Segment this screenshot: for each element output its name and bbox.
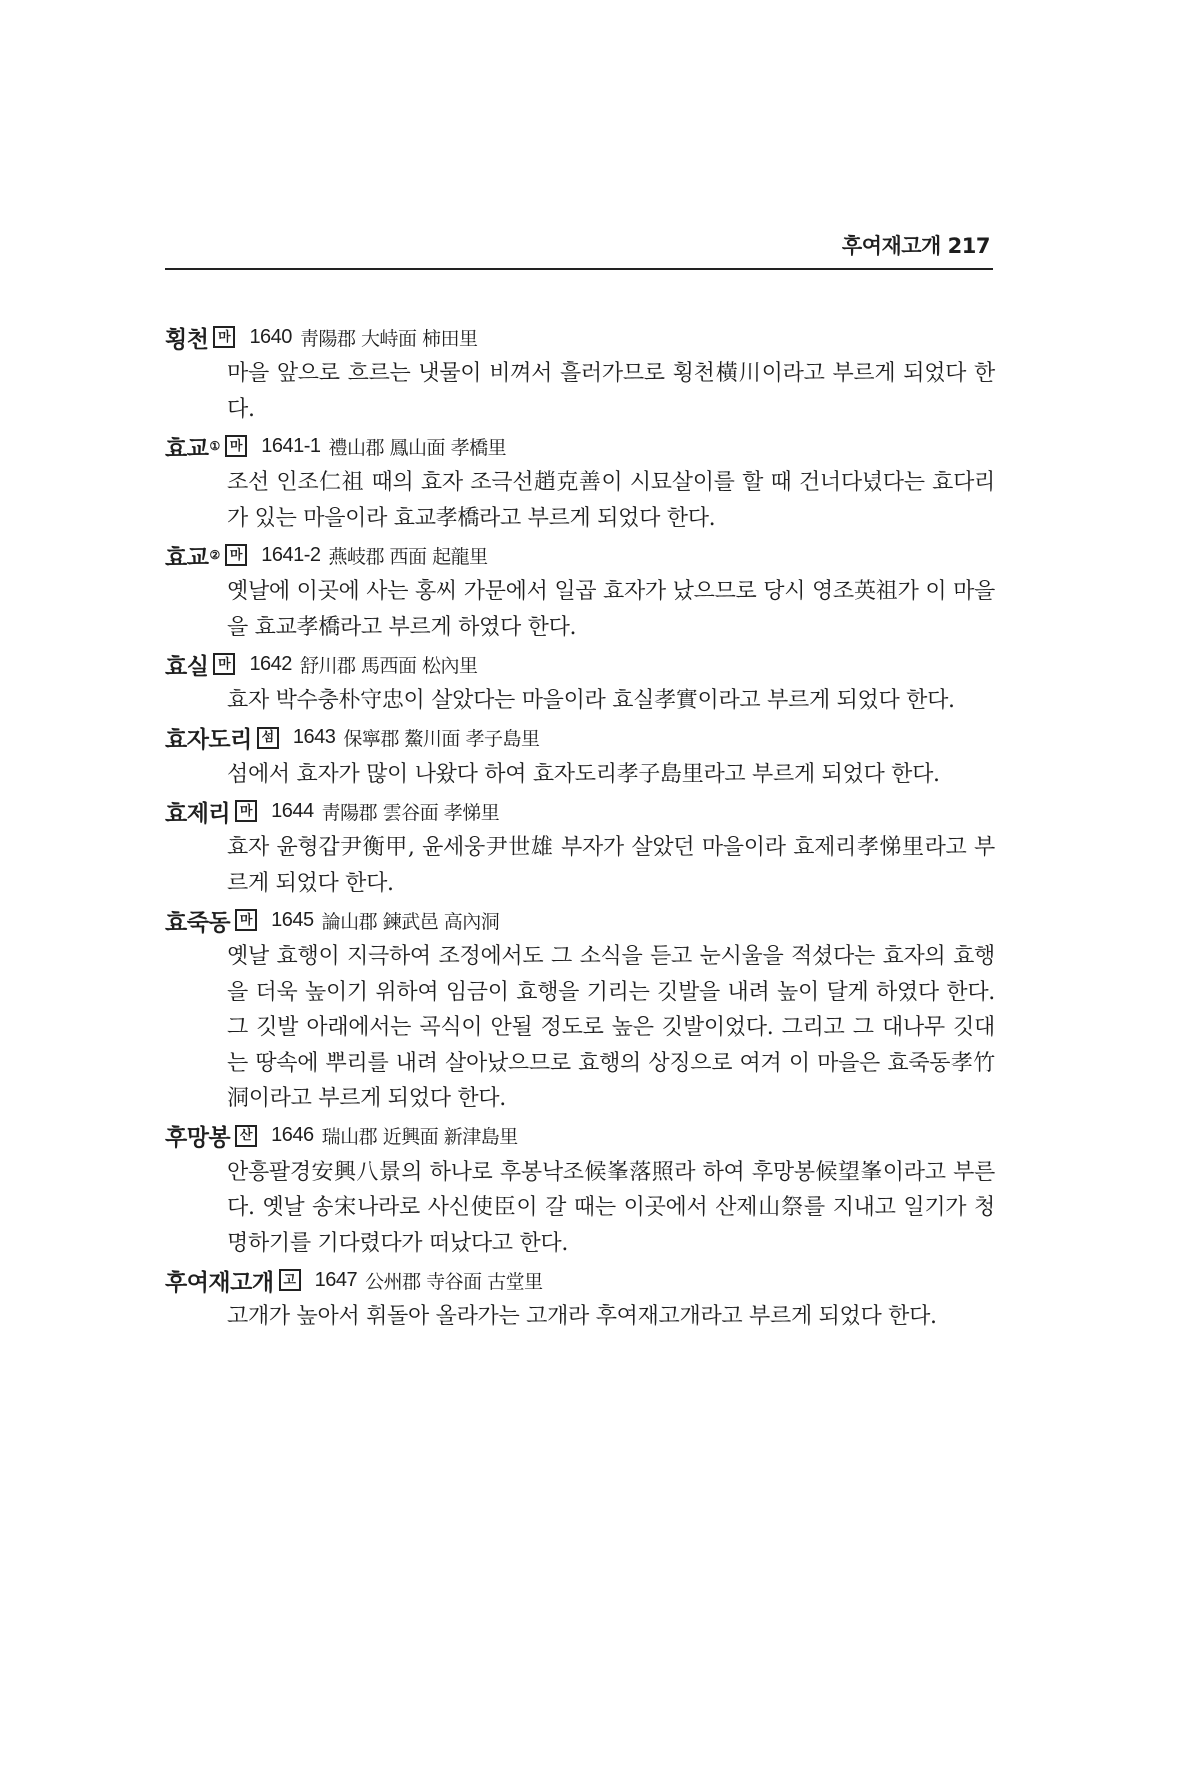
headword-index: ② bbox=[209, 548, 221, 562]
category-badge: 마 bbox=[235, 909, 257, 931]
headword: 효죽동 bbox=[165, 908, 231, 936]
header-rule bbox=[165, 268, 993, 270]
headword: 횡천 bbox=[165, 325, 209, 353]
running-header bbox=[165, 230, 990, 260]
entry-number: 1641-2 bbox=[261, 543, 321, 566]
headword: 효자도리 bbox=[165, 726, 252, 753]
entry-location: 靑陽郡 大峙面 柿田里 bbox=[299, 327, 478, 350]
category-badge: 마 bbox=[225, 435, 247, 457]
entry-heading bbox=[165, 901, 995, 939]
entry bbox=[165, 1117, 995, 1262]
entry-location: 舒川郡 馬西面 松內里 bbox=[299, 654, 478, 677]
entry-text: 마을 앞으로 흐르는 냇물이 비껴서 흘러가므로 횡천橫川이라고 부르게 되었다 한다. bbox=[227, 361, 995, 422]
entry-number: 1643 bbox=[292, 726, 336, 748]
entry bbox=[165, 536, 995, 645]
entry-text: 옛날 효행이 지극하여 조정에서도 그 소식을 듣고 눈시울을 적셨다는 효자의 효행을 더욱 높이기 위하여 임금이 효행을 기리는 깃발을 내려 높이 달게 하였다 한다. 그 깃발 아래에서는 곡식이 안될 정도로 높은 깃발이었다. 그리고 그 대나무 깃대는 땅속에 뿌리를 내려 살아났으므로 효행의 상징으로 여겨 이 마을은 효죽동孝竹洞이라고 부르게 되었다 한다. bbox=[227, 944, 995, 1111]
entry-heading bbox=[165, 645, 995, 683]
entry-number: 1644 bbox=[271, 799, 314, 822]
entry-text: 고개가 높아서 휘돌아 올라가는 고개라 후여재고개라고 부르게 되었다 한다. bbox=[227, 1304, 937, 1329]
entry-number: 1647 bbox=[314, 1268, 358, 1291]
entry-number: 1645 bbox=[271, 908, 314, 931]
category-badge: 고 bbox=[279, 1269, 301, 1291]
entry-location: 論山郡 鍊武邑 高內洞 bbox=[321, 910, 500, 933]
running-title: 후여재고개 bbox=[841, 234, 941, 258]
headword: 효실 bbox=[165, 652, 209, 680]
entry-number: 1641-1 bbox=[261, 434, 321, 457]
category-badge: 섬 bbox=[257, 727, 279, 749]
entry-text: 효자 박수충朴守忠이 살았다는 마을이라 효실孝實이라고 부르게 되었다 한다. bbox=[227, 688, 955, 713]
entry-heading bbox=[165, 318, 995, 356]
entry-heading bbox=[165, 792, 995, 830]
entry bbox=[165, 719, 995, 793]
entry-text: 섬에서 효자가 많이 나왔다 하여 효자도리孝子島里라고 부르게 되었다 한다. bbox=[227, 761, 940, 787]
headword: 효교 bbox=[165, 543, 209, 571]
entry-location: 瑞山郡 近興面 新津島里 bbox=[321, 1126, 518, 1148]
entry-text: 옛날에 이곳에 사는 홍씨 가문에서 일곱 효자가 났으므로 당시 영조英祖가 이 마을을 효교孝橋라고 부르게 하였다 한다. bbox=[227, 579, 995, 640]
entry-heading bbox=[165, 719, 995, 757]
entry-number: 1646 bbox=[271, 1124, 314, 1146]
category-badge: 마 bbox=[225, 544, 247, 566]
entry-location: 公州郡 寺谷面 古堂里 bbox=[365, 1270, 543, 1293]
entry bbox=[165, 1261, 995, 1335]
entry-heading bbox=[165, 1261, 995, 1299]
entry bbox=[165, 318, 995, 427]
headword-index: ① bbox=[209, 439, 221, 453]
entry-heading bbox=[165, 1117, 995, 1155]
entry-number: 1642 bbox=[249, 652, 292, 675]
page-number: 217 bbox=[947, 234, 990, 258]
headword: 후망봉 bbox=[165, 1124, 231, 1151]
entry-location: 禮山郡 鳳山面 孝橋里 bbox=[328, 436, 507, 459]
category-badge: 마 bbox=[213, 326, 235, 348]
category-badge: 마 bbox=[235, 800, 257, 822]
entry-text: 조선 인조仁祖 때의 효자 조극선趙克善이 시묘살이를 할 때 건너다녔다는 효다리가 있는 마을이라 효교孝橋라고 부르게 되었다 한다. bbox=[227, 470, 995, 531]
entry-location: 靑陽郡 雲谷面 孝悌里 bbox=[321, 801, 500, 824]
entry bbox=[165, 792, 995, 901]
entry-location: 保寧郡 鰲川面 孝子島里 bbox=[343, 728, 540, 750]
entry-text: 효자 윤형갑尹衡甲, 윤세웅尹世雄 부자가 살았던 마을이라 효제리孝悌里라고 부르게 되었다 한다. bbox=[227, 835, 995, 896]
entry-list bbox=[165, 318, 995, 1335]
category-badge: 마 bbox=[213, 653, 235, 675]
entry-text: 안흥팔경安興八景의 하나로 후봉낙조候峯落照라 하여 후망봉候望峯이라고 부른다. 옛날 송宋나라로 사신使臣이 갈 때는 이곳에서 산제山祭를 지내고 일기가 청명하기를 기다렸다가 떠났다고 한다. bbox=[227, 1159, 995, 1256]
entry bbox=[165, 901, 995, 1117]
headword: 후여재고개 bbox=[165, 1268, 274, 1296]
entry-heading bbox=[165, 536, 995, 574]
category-badge: 산 bbox=[235, 1125, 257, 1147]
headword: 효교 bbox=[165, 434, 209, 462]
entry-location: 燕岐郡 西面 起龍里 bbox=[328, 545, 488, 568]
entry bbox=[165, 645, 995, 719]
headword: 효제리 bbox=[165, 799, 231, 827]
entry bbox=[165, 427, 995, 536]
entry-heading bbox=[165, 427, 995, 465]
entry-number: 1640 bbox=[249, 325, 292, 348]
